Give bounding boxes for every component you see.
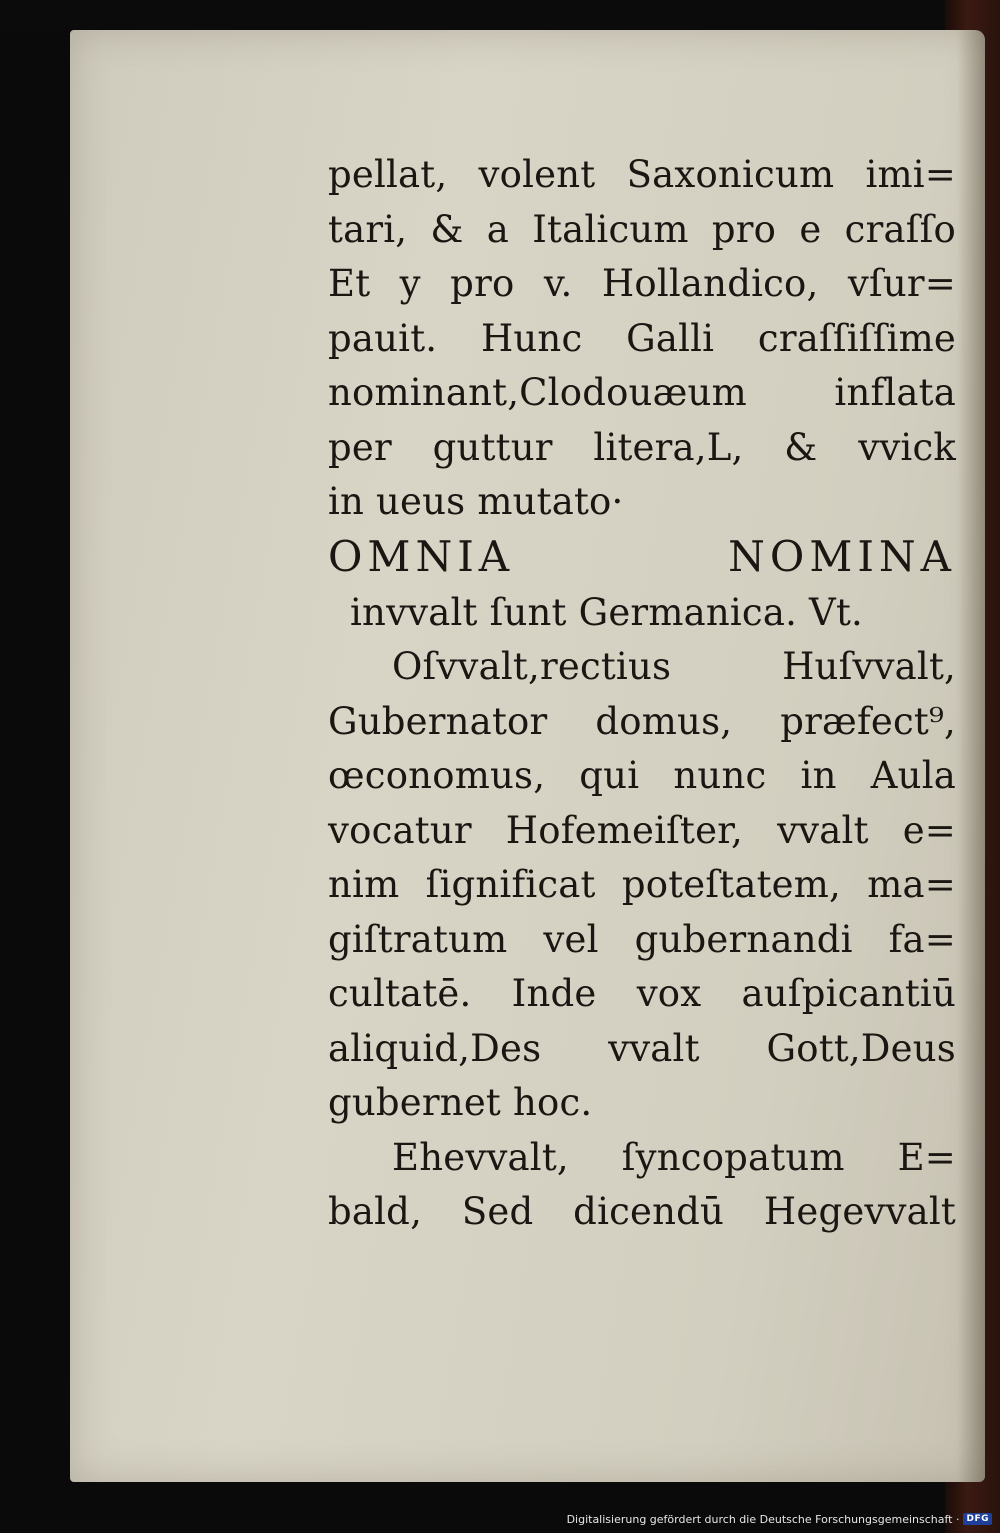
text-line: in ueus mutato·: [328, 480, 624, 523]
scan-background-top: [0, 0, 1000, 32]
text-line: tari, & a Italicum pro e craſſo: [328, 207, 956, 251]
text-line: pellat, volent Saxonicum imi=: [328, 153, 956, 196]
text-line: pauit. Hunc Galli craſſiſſime: [328, 316, 956, 360]
text-line: Et y pro v. Hollandico, vſur=: [328, 262, 956, 305]
text-line: vocatur Hofemeiſter, vvalt e=: [328, 808, 956, 852]
text-line: gubernet hoc.: [328, 1081, 593, 1124]
text-line: per guttur litera,L, & vvick: [328, 425, 956, 469]
text-line: nim ſignificat poteſtatem, ma=: [328, 863, 956, 906]
text-line: Gubernator domus, præfect⁹,: [328, 699, 956, 743]
page-text: [328, 148, 956, 1240]
text-line: Ehevvalt, ſyncopatum E=: [392, 1135, 956, 1179]
text-line: œconomus, qui nunc in Aula: [328, 754, 956, 797]
section-heading: OMNIA NOMINA: [328, 531, 956, 581]
section-subheading: invvalt ſunt Germanica. Vt.: [350, 590, 863, 634]
text-line: nominant,Clodouæum inflata: [328, 371, 956, 414]
digitization-credit: [567, 1509, 992, 1529]
text-line: Oſvvalt,rectius Huſvvalt,: [392, 645, 956, 688]
text-line: bald, Sed dicendū Hegevvalt: [328, 1190, 956, 1233]
page-edge-shadow: [957, 30, 985, 1482]
text-line: cultatē. Inde vox auſpicantiū: [328, 972, 956, 1015]
book-page: [70, 30, 985, 1482]
text-line: aliquid,Des vvalt Gott,Deus: [328, 1026, 956, 1070]
credit-text: Digitalisierung gefördert durch die Deutsche Forschungsgemeinschaft ·: [566, 1512, 960, 1526]
text-line: giſtratum vel gubernandi fa=: [328, 917, 956, 961]
dfg-logo: DFG: [963, 1513, 992, 1525]
